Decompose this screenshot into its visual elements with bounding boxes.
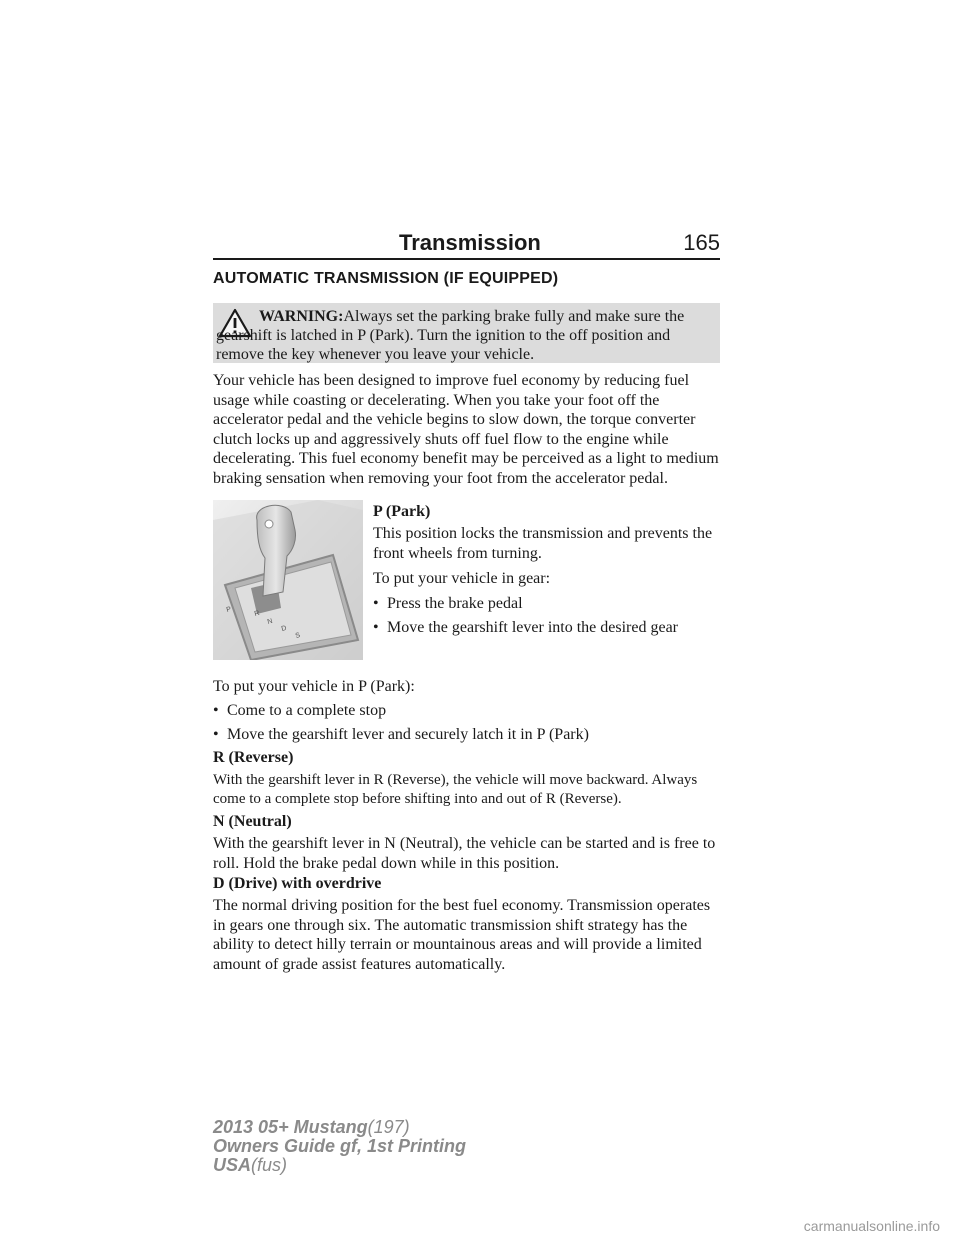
reverse-heading: R (Reverse) [213,749,294,766]
neutral-text: With the gearshift lever in N (Neutral), the vehicle can be started and is free to roll. Hold the brake pedal down while in this position. [213,835,716,872]
to-park-intro: To put your vehicle in P (Park): [213,678,415,695]
chapter-title: Transmission [399,230,541,255]
footer-line-3: USA(fus) [213,1155,288,1175]
intro-paragraph: Your vehicle has been designed to improve fuel economy by reducing fuel usage while coasting or decelerating. When you take your foot off the accelerator pedal and the vehicle begins to slow down, the torque converter clutch locks up and aggressively shuts off fuel flow to the engine while decelerating. This fuel economy benefit may be perceived as a light to medium braking sensation when removing your foot from the accelerator pedal. [213,372,719,487]
footer-line-2: Owners Guide gf, 1st Printing [213,1136,467,1156]
page-number: 165 [683,230,720,255]
in-gear-intro: To put your vehicle in gear: [373,570,551,587]
drive-heading: D (Drive) with overdrive [213,875,382,892]
reverse-text: With the gearshift lever in R (Reverse), the vehicle will move backward. Always come to a complete stop before shifting into and out of R (Reverse). [213,772,698,807]
page-header [213,228,720,260]
section-title: AUTOMATIC TRANSMISSION (IF EQUIPPED) [213,270,559,287]
header-rule [213,258,720,260]
warning-text [216,307,716,364]
watermark: carmanualsonline.info [803,1218,940,1234]
list-item: • Come to a complete stop [213,702,387,719]
gear-label-n: N [266,617,274,626]
gear-label-d: D [280,624,288,633]
warning-box [213,303,720,363]
drive-text: The normal driving position for the best fuel economy. Transmission operates in gears one through six. The automatic transmission shift strategy has the ability to detect hilly terrain or mountainous areas and will provide a limited amount of grade assist features automatically. [213,897,711,973]
gearshift-illustration [213,500,363,660]
park-heading: P (Park) [373,503,431,520]
warning-body: Always set the parking brake fully and make sure the gearshift is latched in P (Park). Turn the ignition to the off position and remove the key whenever you leave your vehicle. [216,308,685,363]
list-item: • Move the gearshift lever and securely latch it in P (Park) [213,726,589,743]
park-description: This position locks the transmission and prevents the front wheels from turning. [373,525,713,562]
gear-label-s: S [294,631,302,640]
list-item: • Move the gearshift lever into the desired gear [373,619,678,636]
footer-line-1: 2013 05+ Mustang(197) [213,1117,410,1137]
neutral-heading: N (Neutral) [213,813,292,830]
gear-label-r: R [253,609,261,618]
gear-label-p: P [225,605,233,614]
page-footer [213,1118,466,1175]
warning-label: WARNING: [259,308,344,325]
list-item: • Press the brake pedal [373,595,523,612]
